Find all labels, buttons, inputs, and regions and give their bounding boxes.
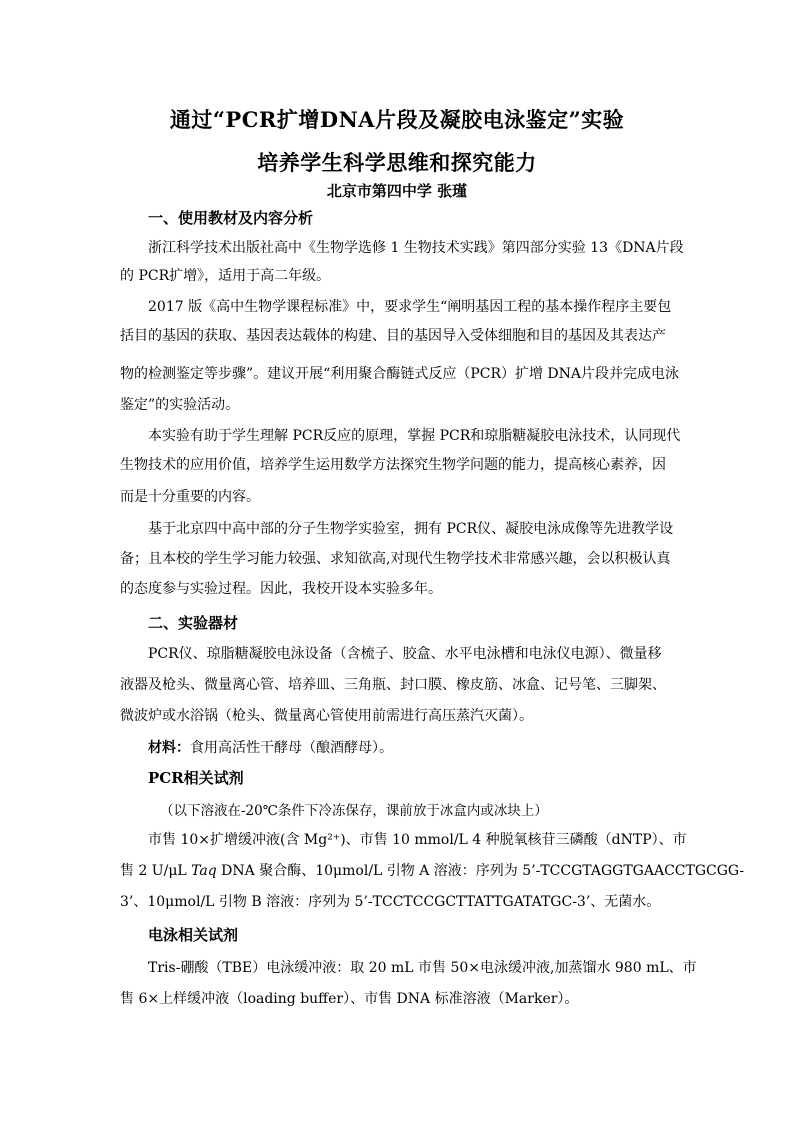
paragraph-line: 3’、10μmol/L 引物 B 溶液：序列为 5’-TCCTCCGCTTATTGATATGC-3’、无菌水。 — [120, 894, 661, 910]
paragraph-line: 备；且本校的学生学习能力较强、求知欲高,对现代生物学技术非常感兴趣，会以积极认真 — [120, 551, 671, 567]
material-text: 食用高活性干酵母（酿酒酵母）。 — [190, 740, 393, 756]
pcr-reagents-heading: PCR相关试剂 — [148, 769, 244, 787]
taq-italic: Taq — [191, 863, 217, 879]
paragraph-line: 浙江科学技术出版社高中《生物学选修 1 生物技术实践》第四部分实验 13《DNA片段 — [148, 240, 684, 256]
paragraph-line — [120, 860, 744, 880]
section-2-heading: 二、实验器材 — [148, 614, 239, 632]
pcr-storage-note: （以下溶液在-20℃条件下冷冻保存，课前放于冰盒内或冰块上） — [160, 803, 548, 819]
material-label: 材料： — [148, 740, 190, 756]
text-run: 售 2 U/μL — [120, 863, 192, 879]
author-line: 北京市第四中学 张瑾 — [326, 182, 468, 200]
paragraph-line: 微波炉或水浴锅（枪头、微量离心管使用前需进行高压蒸汽灭菌）。 — [120, 708, 533, 724]
paragraph-line: 生物技术的应用价值，培养学生运用数学方法探究生物学问题的能力，提高核心素养，因 — [120, 457, 666, 473]
text-run: DNA 聚合酶、10μmol/L 引物 A 溶液：序列为 5’-TCCGTAGGTGAACCTGCGG- — [216, 863, 745, 879]
paragraph-line: 售 6×上样缓冲液（loading buffer）、市售 DNA 标准溶液（Marker）。 — [120, 991, 579, 1007]
paragraph-line: 括目的基因的获取、基因表达载体的构建、目的基因导入受体细胞和目的基因及其表达产 — [120, 328, 666, 344]
paragraph-line: 本实验有助于学生理解 PCR反应的原理，掌握 PCR和琼脂糖凝胶电泳技术，认同现代 — [148, 428, 681, 444]
paragraph-line: 物的检测鉴定等步骤”。建议开展“利用聚合酶链式反应（PCR）扩增 DNA片段并完成电泳 — [120, 366, 680, 382]
paragraph-line: 液器及枪头、微量离心管、培养皿、三角瓶、封口膜、橡皮筋、冰盒、记号笔、三脚架、 — [120, 677, 666, 693]
paragraph-line: 鉴定”的实验活动。 — [120, 397, 240, 413]
paragraph-line: 市售 10×扩增缓冲液(含 Mg²⁺)、市售 10 mmol/L 4 种脱氧核苷三磷酸（dNTP）、市 — [148, 832, 687, 848]
material-line — [148, 737, 393, 757]
paragraph-line: 的 PCR扩增》，适用于高二年级。 — [120, 268, 331, 284]
title-line-2: 培养学生科学思维和探究能力 — [257, 150, 537, 175]
electrophoresis-reagents-heading: 电泳相关试剂 — [148, 926, 239, 944]
title-line-1: 通过“PCR扩增DNA片段及凝胶电泳鉴定”实验 — [169, 107, 625, 132]
paragraph-line: Tris-硼酸（TBE）电泳缓冲液：取 20 mL 市售 50×电泳缓冲液,加蒸馏水 980 mL、市 — [148, 960, 697, 976]
paragraph-line: PCR仪、琼脂糖凝胶电泳设备（含梳子、胶盒、水平电泳槽和电泳仪电源）、微量移 — [148, 646, 662, 662]
paragraph-line: 基于北京四中高中部的分子生物学实验室，拥有 PCR仪、凝胶电泳成像等先进教学设 — [148, 521, 674, 537]
paragraph-line: 的态度参与实验过程。因此，我校开设本实验多年。 — [120, 581, 442, 597]
paragraph-line: 2017 版《高中生物学课程标准》中，要求学生“阐明基因工程的基本操作程序主要包 — [148, 299, 672, 315]
paragraph-line: 而是十分重要的内容。 — [120, 489, 260, 505]
section-1-heading: 一、使用教材及内容分析 — [148, 209, 314, 227]
